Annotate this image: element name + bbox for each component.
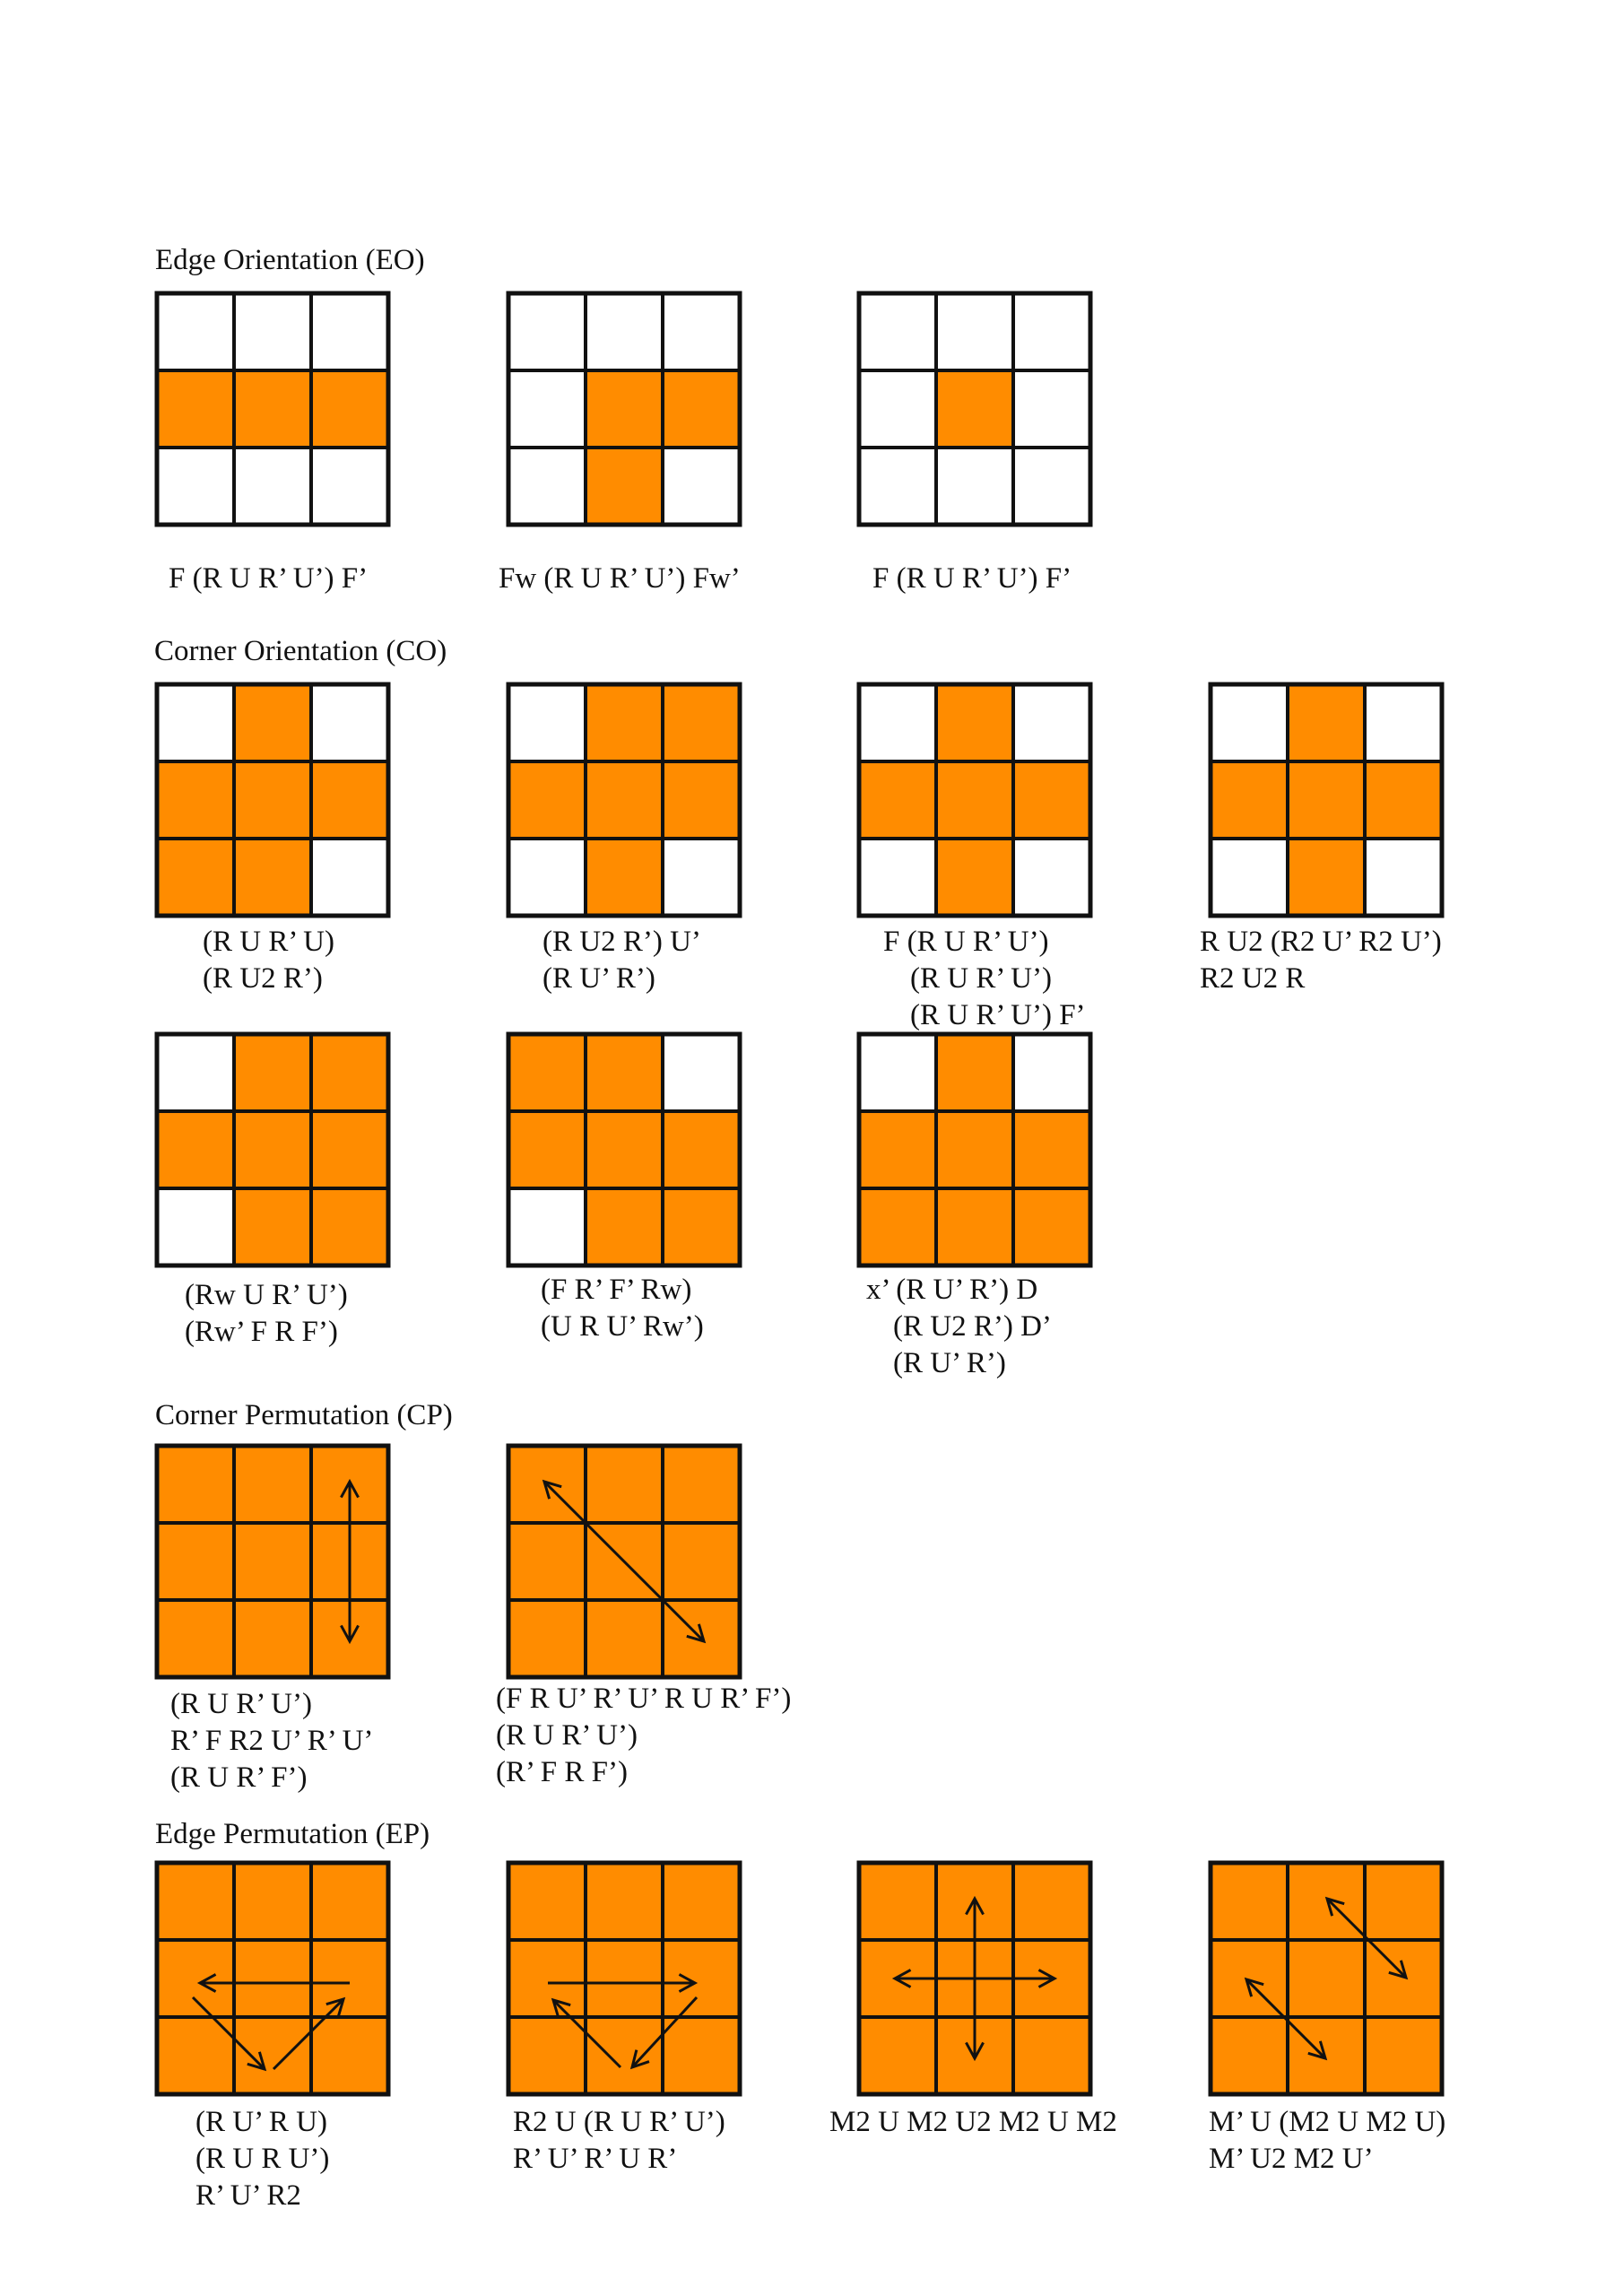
grid-cell (663, 1111, 740, 1188)
case-grid (508, 1034, 740, 1265)
grid-cell (508, 448, 586, 525)
grid-cell (234, 684, 311, 761)
grid-cell (1013, 1863, 1090, 1940)
grid-cell (663, 448, 740, 525)
grid-cell (586, 1188, 663, 1265)
grid-cell (157, 1940, 234, 2017)
grid-cell (234, 1188, 311, 1265)
grid-cell (859, 1111, 936, 1188)
grid-cell (1013, 1034, 1090, 1111)
case-diagram (1211, 1863, 1442, 2094)
case-grid (157, 1034, 388, 1265)
grid-cell (1013, 761, 1090, 839)
grid-cell (508, 370, 586, 448)
grid-cell (311, 2017, 388, 2094)
grid-cell (157, 1034, 234, 1111)
algorithm-line: x’ (R U’ R’) D (866, 1274, 1038, 1306)
grid-cell (1365, 684, 1442, 761)
grid-cell (157, 293, 234, 370)
case-diagram (508, 684, 740, 916)
grid-cell (311, 293, 388, 370)
grid-cell (157, 448, 234, 525)
case-grid (508, 1446, 740, 1677)
grid-cell (663, 684, 740, 761)
algorithm-line: R2 U2 R (1200, 962, 1306, 995)
grid-cell (157, 1600, 234, 1677)
case-diagram (157, 1446, 388, 1677)
grid-cell (508, 1188, 586, 1265)
grid-cell (586, 1600, 663, 1677)
grid-cell (311, 370, 388, 448)
algorithm-line: (R U R’ U’) (910, 962, 1052, 995)
grid-cell (663, 1863, 740, 1940)
grid-cell (311, 684, 388, 761)
algorithm-line: (U R U’ Rw’) (541, 1310, 704, 1343)
case-grid (859, 1034, 1090, 1265)
grid-cell (234, 1863, 311, 1940)
grid-cell (936, 761, 1013, 839)
grid-cell (1288, 839, 1365, 916)
section-title-co: Corner Orientation (CO) (154, 635, 447, 667)
case-diagram (157, 684, 388, 916)
grid-cell (508, 684, 586, 761)
algorithm-text (169, 561, 368, 597)
algorithm-line: (R U R U’) (195, 2143, 330, 2175)
case-diagram (508, 1863, 740, 2094)
algorithm-text (513, 2104, 725, 2178)
grid-cell (586, 684, 663, 761)
grid-cell (157, 1523, 234, 1600)
grid-cell (936, 1188, 1013, 1265)
case-diagram (157, 293, 388, 525)
case-diagram (508, 1034, 740, 1265)
grid-cell (508, 761, 586, 839)
grid-cell (234, 1111, 311, 1188)
grid-cell (508, 1111, 586, 1188)
grid-cell (859, 293, 936, 370)
grid-cell (936, 1034, 1013, 1111)
algorithm-line: (Rw U R’ U’) (185, 1279, 348, 1311)
grid-cell (586, 1111, 663, 1188)
grid-cell (663, 1446, 740, 1523)
case-diagram (157, 1863, 388, 2094)
algorithm-text (195, 2104, 329, 2214)
algorithm-text (866, 1272, 1052, 1382)
grid-cell (234, 761, 311, 839)
grid-cell (1211, 761, 1288, 839)
grid-cell (1288, 1863, 1365, 1940)
grid-cell (936, 1111, 1013, 1188)
grid-cell (1365, 761, 1442, 839)
algorithm-line: (F R’ F’ Rw) (541, 1274, 692, 1306)
algorithm-text (1209, 2104, 1445, 2178)
grid-cell (586, 2017, 663, 2094)
grid-cell (1288, 2017, 1365, 2094)
grid-cell (508, 293, 586, 370)
grid-cell (508, 1034, 586, 1111)
grid-cell (1365, 2017, 1442, 2094)
grid-cell (157, 1863, 234, 1940)
grid-cell (508, 2017, 586, 2094)
algorithm-line: F (R U R’ U’) (883, 926, 1049, 958)
grid-cell (234, 839, 311, 916)
grid-cell (508, 1940, 586, 2017)
case-diagram (508, 1446, 740, 1677)
grid-cell (586, 448, 663, 525)
grid-cell (663, 370, 740, 448)
section-title-eo: Edge Orientation (EO) (155, 244, 425, 276)
grid-cell (311, 1863, 388, 1940)
case-grid (157, 684, 388, 916)
algorithm-line: M’ U (M2 U M2 U) (1209, 2106, 1446, 2138)
grid-cell (586, 839, 663, 916)
grid-cell (859, 1188, 936, 1265)
grid-cell (1211, 839, 1288, 916)
grid-cell (586, 761, 663, 839)
algorithm-line: Fw (R U R’ U’) Fw’ (499, 562, 741, 595)
case-diagram (859, 1863, 1090, 2094)
algorithm-line: M2 U M2 U2 M2 U M2 (829, 2106, 1117, 2138)
grid-cell (508, 839, 586, 916)
case-diagram (859, 1034, 1090, 1265)
grid-cell (311, 761, 388, 839)
grid-cell (508, 1523, 586, 1600)
algorithm-line: R2 U (R U R’ U’) (513, 2106, 725, 2138)
grid-cell (936, 448, 1013, 525)
grid-cell (234, 2017, 311, 2094)
algorithm-line: (Rw’ F R F’) (185, 1316, 338, 1348)
algorithm-line: M’ U2 M2 U’ (1209, 2143, 1374, 2175)
grid-cell (311, 839, 388, 916)
algorithm-line: R U2 (R2 U’ R2 U’) (1200, 926, 1442, 958)
grid-cell (586, 1863, 663, 1940)
case-grid (859, 293, 1090, 525)
algorithm-line: (R U R’ F’) (170, 1761, 308, 1794)
case-grid (508, 684, 740, 916)
grid-cell (234, 1600, 311, 1677)
grid-cell (859, 839, 936, 916)
grid-cell (586, 293, 663, 370)
case-grid (859, 1863, 1090, 2094)
grid-cell (311, 1188, 388, 1265)
case-grid (508, 1863, 740, 2094)
grid-cell (234, 293, 311, 370)
grid-cell (1211, 684, 1288, 761)
algorithm-line: R’ F R2 U’ R’ U’ (170, 1725, 374, 1757)
case-diagram (859, 684, 1090, 916)
grid-cell (586, 1940, 663, 2017)
grid-cell (234, 1034, 311, 1111)
grid-cell (311, 1111, 388, 1188)
algorithm-line: (R U R’ U) (203, 926, 334, 958)
grid-cell (234, 448, 311, 525)
grid-cell (859, 370, 936, 448)
algorithm-line: (R U R’ U’) (496, 1719, 638, 1752)
algorithm-line: (R U2 R’) U’ (542, 926, 701, 958)
grid-cell (586, 370, 663, 448)
grid-cell (663, 293, 740, 370)
grid-cell (936, 370, 1013, 448)
grid-cell (859, 684, 936, 761)
algorithm-line: (R U’ R’) (893, 1347, 1006, 1379)
grid-cell (1013, 293, 1090, 370)
algorithm-text (541, 1272, 704, 1345)
algorithm-text (542, 924, 701, 997)
grid-cell (311, 1034, 388, 1111)
grid-cell (157, 1446, 234, 1523)
grid-cell (508, 1600, 586, 1677)
grid-cell (508, 1863, 586, 1940)
algorithm-text (496, 1681, 791, 1791)
grid-cell (1211, 1863, 1288, 1940)
algorithm-line: (F R U’ R’ U’ R U R’ F’) (496, 1683, 792, 1715)
grid-cell (1288, 1940, 1365, 2017)
algorithm-line: (R U’ R’) (542, 962, 655, 995)
grid-cell (1013, 2017, 1090, 2094)
grid-cell (1365, 1940, 1442, 2017)
grid-cell (1013, 1111, 1090, 1188)
grid-cell (663, 1940, 740, 2017)
grid-cell (663, 1034, 740, 1111)
algorithm-line: F (R U R’ U’) F’ (169, 562, 369, 595)
grid-cell (157, 1188, 234, 1265)
section-title-cp: Corner Permutation (CP) (155, 1399, 453, 1431)
grid-cell (1013, 684, 1090, 761)
grid-cell (1211, 1940, 1288, 2017)
grid-cell (586, 1034, 663, 1111)
grid-cell (859, 2017, 936, 2094)
algorithm-line: R’ U’ R’ U R’ (513, 2143, 678, 2175)
algorithm-line: (R U’ R U) (195, 2106, 327, 2138)
algorithm-line: F (R U R’ U’) F’ (872, 562, 1072, 595)
algorithm-text (1200, 924, 1442, 997)
grid-cell (1365, 1863, 1442, 1940)
grid-cell (859, 1863, 936, 1940)
grid-cell (663, 2017, 740, 2094)
grid-cell (859, 1034, 936, 1111)
grid-cell (936, 839, 1013, 916)
grid-cell (157, 839, 234, 916)
algorithm-text (499, 561, 741, 597)
case-diagram (859, 293, 1090, 525)
grid-cell (1013, 839, 1090, 916)
grid-cell (234, 1446, 311, 1523)
grid-cell (586, 1446, 663, 1523)
grid-cell (157, 370, 234, 448)
grid-cell (157, 684, 234, 761)
grid-cell (234, 370, 311, 448)
grid-cell (157, 761, 234, 839)
grid-cell (1013, 1188, 1090, 1265)
grid-cell (859, 761, 936, 839)
grid-cell (157, 1111, 234, 1188)
grid-cell (234, 1940, 311, 2017)
grid-cell (1211, 2017, 1288, 2094)
grid-cell (663, 839, 740, 916)
grid-cell (311, 1940, 388, 2017)
algorithm-text (203, 924, 334, 997)
case-diagram (508, 293, 740, 525)
algorithm-text (170, 1686, 373, 1796)
grid-cell (936, 684, 1013, 761)
case-grid (508, 293, 740, 525)
grid-cell (663, 1188, 740, 1265)
algorithm-text (185, 1277, 348, 1351)
grid-cell (234, 1523, 311, 1600)
grid-cell (663, 761, 740, 839)
grid-cell (936, 293, 1013, 370)
algorithm-text (883, 924, 1086, 1034)
case-grid (157, 1863, 388, 2094)
case-diagram (157, 1034, 388, 1265)
grid-cell (1365, 839, 1442, 916)
algorithm-line: (R U2 R’) D’ (893, 1310, 1052, 1343)
grid-cell (1013, 448, 1090, 525)
case-grid (1211, 1863, 1442, 2094)
algorithm-line: (R U R’ U’) (170, 1688, 312, 1720)
algorithm-line: (R U R’ U’) F’ (910, 999, 1086, 1031)
case-grid (1211, 684, 1442, 916)
algorithm-text (829, 2104, 1117, 2141)
case-grid (157, 1446, 388, 1677)
grid-cell (1288, 761, 1365, 839)
algorithm-line: R’ U’ R2 (195, 2179, 301, 2212)
grid-cell (1288, 684, 1365, 761)
case-grid (157, 293, 388, 525)
grid-cell (663, 1523, 740, 1600)
case-diagram (1211, 684, 1442, 916)
section-title-ep: Edge Permutation (EP) (155, 1818, 430, 1850)
grid-cell (859, 448, 936, 525)
algorithm-line: (R’ F R F’) (496, 1756, 628, 1788)
grid-cell (311, 448, 388, 525)
grid-cell (1013, 370, 1090, 448)
algorithm-line: (R U2 R’) (203, 962, 323, 995)
case-grid (859, 684, 1090, 916)
algorithm-text (872, 561, 1072, 597)
